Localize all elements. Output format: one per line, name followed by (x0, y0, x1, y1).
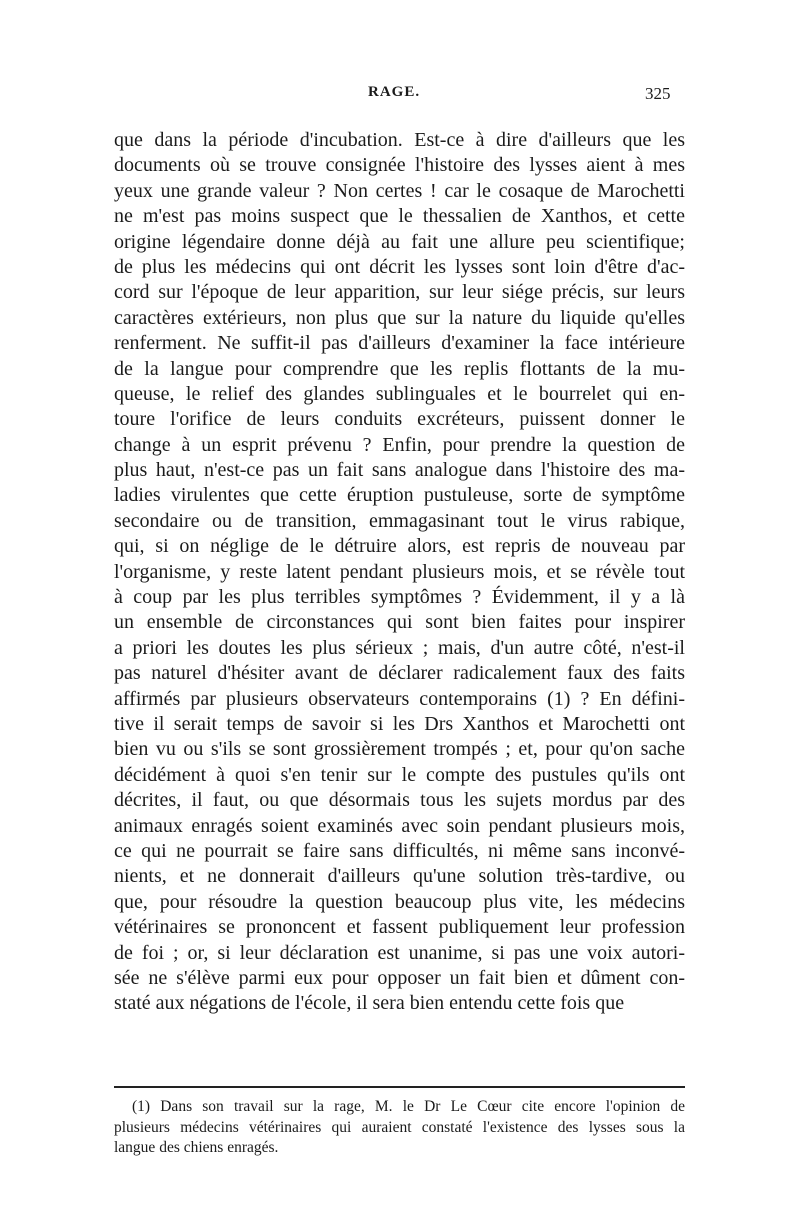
body-line: queuse, le relief des glandes sublinguales et le bourrelet qui en- (114, 382, 685, 405)
body-line: de plus les médecins qui ont décrit les lysses sont loin d'être d'ac- (114, 255, 685, 278)
footnote-line: (1) Dans son travail sur la rage, M. le Dr Le Cœur cite encore l'opinion de (132, 1098, 685, 1115)
body-line: pas naturel d'hésiter avant de déclarer radicalement faux des faits (114, 662, 685, 685)
body-line: de la langue pour comprendre que les replis flottants de la mu- (114, 357, 685, 380)
body-line: sée ne s'élève parmi eux pour opposer un fait bien et dûment con- (114, 966, 685, 989)
body-line: renferment. Ne suffit-il pas d'ailleurs d'examiner la face intérieure (114, 332, 685, 355)
footnote (114, 1097, 685, 1159)
footnote-line: langue des chiens enragés. (114, 1139, 279, 1156)
body-line: qui, si on néglige de le détruire alors, est repris de nouveau par (114, 535, 685, 558)
body-line: que dans la période d'incubation. Est-ce à dire d'ailleurs que les (114, 129, 685, 151)
body-line: caractères extérieurs, non plus que sur la nature du liquide qu'elles (114, 306, 685, 329)
page-number: 325 (645, 84, 671, 103)
body-line: documents où se trouve consignée l'histoire des lysses aient à mes (114, 154, 685, 177)
body-line: change à un esprit prévenu ? Enfin, pour prendre la question de (114, 433, 685, 456)
body-line: l'organisme, y reste latent pendant plusieurs mois, et se révèle tout (114, 560, 685, 583)
body-line: de foi ; or, si leur déclaration est unanime, si pas une voix autori- (114, 941, 685, 964)
body-line: a priori les doutes les plus sérieux ; mais, d'un autre côté, n'est-il (114, 636, 685, 659)
body-line: décidément à quoi s'en tenir sur le compte des pustules qu'ils ont (114, 763, 685, 786)
body-line: ladies virulentes que cette éruption pustuleuse, sorte de symptôme (114, 484, 685, 507)
body-line: décrites, il faut, ou que désormais tous les sujets mordus par des (114, 789, 685, 812)
body-line: affirmés par plusieurs observateurs contemporains (1) ? En défini- (114, 687, 685, 710)
body-line: tive il serait temps de savoir si les Drs Xanthos et Marochetti ont (114, 712, 685, 735)
body-line: secondaire ou de transition, emmagasinant tout le virus rabique, (114, 509, 685, 532)
body-line: plus haut, n'est-ce pas un fait sans analogue dans l'histoire des ma- (114, 459, 685, 482)
footnote-line: plusieurs médecins vétérinaires qui auraient constaté l'existence des lysses sous la (114, 1118, 685, 1136)
body-line: toure l'orifice de leurs conduits excréteurs, puissent donner le (114, 408, 685, 431)
body-line: à coup par les plus terribles symptômes ? Évidemment, il y a là (114, 586, 685, 609)
body-line: nients, et ne donnerait d'ailleurs qu'une solution très-tardive, ou (114, 865, 685, 888)
footnote-divider (114, 1086, 685, 1088)
running-title: RAGE. (368, 84, 421, 100)
body-line: que, pour résoudre la question beaucoup plus vite, les médecins (114, 890, 685, 913)
body-line: origine légendaire donne déjà au fait une allure peu scientifique; (114, 230, 685, 253)
body-line: vétérinaires se prononcent et fassent publiquement leur profession (114, 916, 685, 939)
body-line: ne m'est pas moins suspect que le thessalien de Xanthos, et cette (114, 205, 685, 228)
body-line: un ensemble de circonstances qui sont bien faites pour inspirer (114, 611, 685, 634)
body-line: cord sur l'époque de leur apparition, sur leur siége précis, sur leurs (114, 281, 685, 304)
body-line: staté aux négations de l'école, il sera bien entendu cette fois que (114, 992, 625, 1015)
body-line: animaux enragés soient examinés avec soin pendant plusieurs mois, (114, 814, 685, 837)
body-line: yeux une grande valeur ? Non certes ! car le cosaque de Marochetti (114, 179, 685, 202)
body-line: ce qui ne pourrait se faire sans difficultés, ni même sans inconvé- (114, 839, 685, 862)
body-text (114, 128, 685, 1017)
body-line: bien vu ou s'ils se sont grossièrement trompés ; et, pour qu'on sache (114, 738, 685, 761)
